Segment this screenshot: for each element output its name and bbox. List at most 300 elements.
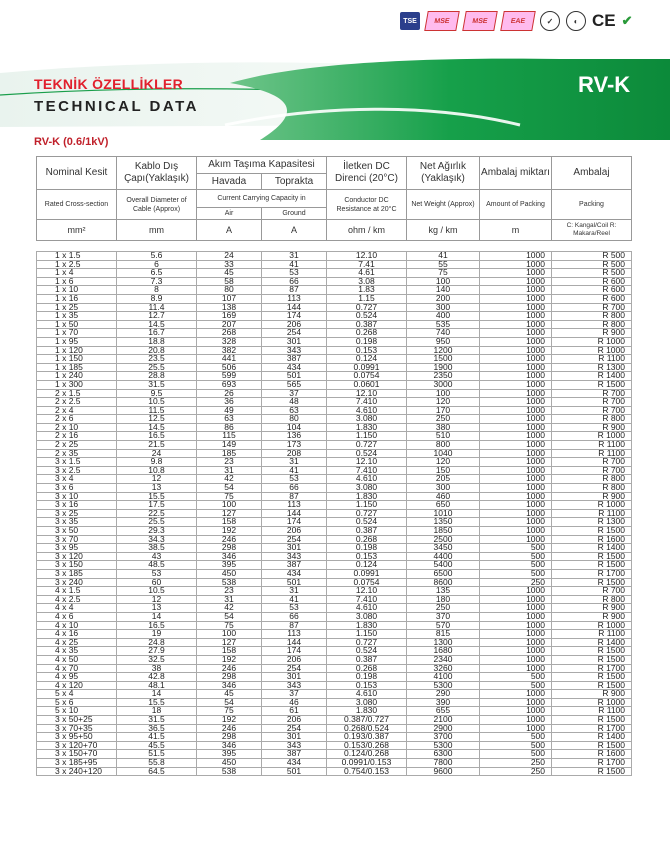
table-cell: R 900 (552, 690, 632, 699)
table-cell: 510 (407, 432, 480, 441)
table-cell: R 1500 (552, 741, 632, 750)
table-cell: 740 (407, 329, 480, 338)
table-cell: 1000 (480, 355, 552, 364)
table-cell: R 900 (552, 612, 632, 621)
table-cell: 200 (407, 294, 480, 303)
table-cell: 7.410 (327, 466, 407, 475)
table-cell: 41.5 (117, 733, 197, 742)
table-cell: 565 (262, 380, 327, 389)
table-cell: 45 (197, 690, 262, 699)
table-cell: 0.198 (327, 337, 407, 346)
table-cell: 460 (407, 492, 480, 501)
table-cell: 395 (197, 750, 262, 759)
table-cell: 1000 (480, 260, 552, 269)
table-cell: 140 (407, 286, 480, 295)
table-cell: 4.610 (327, 475, 407, 484)
table-cell: 13 (117, 604, 197, 613)
table-cell: 45.5 (117, 741, 197, 750)
table-cell: 24 (197, 252, 262, 261)
table-cell: 21.5 (117, 441, 197, 450)
table-cell: 1000 (480, 587, 552, 596)
table-cell: 0.754/0.153 (327, 767, 407, 776)
table-cell: 1000 (480, 509, 552, 518)
table-cell: 46 (262, 698, 327, 707)
table-cell: 301 (262, 337, 327, 346)
table-cell: 174 (262, 518, 327, 527)
table-cell: 2 x 16 (37, 432, 117, 441)
table-cell: 12.7 (117, 312, 197, 321)
table-cell: 0.387 (327, 655, 407, 664)
header-havada: Havada (197, 174, 262, 190)
table-cell: 33 (197, 260, 262, 269)
table-cell: 7800 (407, 759, 480, 768)
ce-mark-icon: CE (592, 11, 616, 30)
table-cell: 60 (117, 578, 197, 587)
table-cell: 150 (407, 466, 480, 475)
table-cell: R 1500 (552, 716, 632, 725)
table-cell: 395 (197, 561, 262, 570)
table-cell: 16.7 (117, 329, 197, 338)
table-cell: 1000 (480, 380, 552, 389)
table-cell: 31.5 (117, 716, 197, 725)
table-cell: 31 (197, 595, 262, 604)
table-cell: 650 (407, 501, 480, 510)
table-cell: 58 (197, 277, 262, 286)
table-cell: 53 (262, 475, 327, 484)
table-cell: 1000 (480, 406, 552, 415)
table-cell: 170 (407, 406, 480, 415)
table-cell: 500 (480, 681, 552, 690)
header-iletken-dc: İletken DC Direnci (20°C) (327, 157, 407, 190)
table-cell: 0.727 (327, 509, 407, 518)
table-cell: 3000 (407, 380, 480, 389)
table-cell: 192 (197, 716, 262, 725)
table-cell: 3 x 95+50 (37, 733, 117, 742)
table-cell: 138 (197, 303, 262, 312)
tse-logo-icon: TSE (400, 12, 420, 30)
unit-a-air: A (197, 220, 262, 241)
table-cell: 1.830 (327, 423, 407, 432)
table-cell: 250 (480, 767, 552, 776)
eae-logo-icon: EAE (500, 11, 536, 31)
table-cell: 63 (262, 406, 327, 415)
header-ground: Ground (262, 208, 327, 220)
table-cell: 75 (197, 492, 262, 501)
table-cell: 23 (197, 458, 262, 467)
table-cell: 3 x 95 (37, 544, 117, 553)
unit-mm: mm (117, 220, 197, 241)
table-cell: 5300 (407, 681, 480, 690)
table-cell: 25.5 (117, 518, 197, 527)
table-cell: 1000 (480, 492, 552, 501)
table-cell: 3 x 2.5 (37, 466, 117, 475)
table-cell: 66 (262, 484, 327, 493)
table-cell: 1 x 25 (37, 303, 117, 312)
table-cell: 343 (262, 552, 327, 561)
table-cell: 1000 (480, 630, 552, 639)
table-cell: 2 x 2.5 (37, 398, 117, 407)
table-cell: 113 (262, 630, 327, 639)
header-ambalaj-miktari: Ambalaj miktarı (480, 157, 552, 190)
table-cell: 4 x 1.5 (37, 587, 117, 596)
table-cell: 12.10 (327, 389, 407, 398)
table-cell: 49 (197, 406, 262, 415)
table-cell: 390 (407, 698, 480, 707)
table-cell: 246 (197, 535, 262, 544)
table-cell: 8 (117, 286, 197, 295)
table-cell: 3 x 185+95 (37, 759, 117, 768)
table-cell: R 600 (552, 277, 632, 286)
table-cell: 14.5 (117, 320, 197, 329)
table-cell: 53 (262, 604, 327, 613)
table-cell: 1 x 10 (37, 286, 117, 295)
table-cell: 12.10 (327, 252, 407, 261)
table-cell: 100 (197, 630, 262, 639)
table-cell: R 700 (552, 398, 632, 407)
table-cell: 104 (262, 423, 327, 432)
table-cell: 48 (262, 398, 327, 407)
table-cell: 28.8 (117, 372, 197, 381)
table-cell: 173 (262, 441, 327, 450)
table-cell: R 1600 (552, 535, 632, 544)
table-cell: 2 x 1.5 (37, 389, 117, 398)
table-cell: 599 (197, 372, 262, 381)
table-cell: 115 (197, 432, 262, 441)
table-cell: 144 (262, 509, 327, 518)
table-cell: 25.5 (117, 363, 197, 372)
table-cell: 1000 (480, 716, 552, 725)
table-cell: 3 x 120 (37, 552, 117, 561)
table-cell: 192 (197, 527, 262, 536)
table-cell: 1 x 2.5 (37, 260, 117, 269)
table-cell: 3260 (407, 664, 480, 673)
table-cell: 1000 (480, 312, 552, 321)
table-cell: 1850 (407, 527, 480, 536)
table-cell: 54 (197, 612, 262, 621)
table-cell: R 500 (552, 260, 632, 269)
packing-note: C: Kangal/Coil R: Makara/Reel (552, 220, 632, 241)
header-net-agirlik: Net Ağırlık (Yaklaşık) (407, 157, 480, 190)
table-cell: 0.524 (327, 449, 407, 458)
table-cell: 17.5 (117, 501, 197, 510)
vde-logo-icon: ◐ (566, 11, 586, 31)
table-cell: 0.0601 (327, 380, 407, 389)
table-cell: 254 (262, 535, 327, 544)
table-cell: 0.268 (327, 329, 407, 338)
table-cell: 1000 (480, 269, 552, 278)
table-cell: 343 (262, 346, 327, 355)
table-cell: 80 (197, 286, 262, 295)
table-cell: 1000 (480, 621, 552, 630)
table-cell: 500 (480, 561, 552, 570)
table-cell: 301 (262, 544, 327, 553)
table-cell: 87 (262, 621, 327, 630)
table-cell: 246 (197, 664, 262, 673)
table-cell: 14 (117, 690, 197, 699)
table-cell: R 1100 (552, 509, 632, 518)
table-cell: 10.5 (117, 398, 197, 407)
table-cell: 4 x 4 (37, 604, 117, 613)
table-cell: 4100 (407, 673, 480, 682)
unit-kg-km: kg / km (407, 220, 480, 241)
table-cell: 27.9 (117, 647, 197, 656)
table-cell: 3 x 25 (37, 509, 117, 518)
table-cell: 0.124/0.268 (327, 750, 407, 759)
table-cell: 500 (480, 741, 552, 750)
table-cell: 1000 (480, 638, 552, 647)
table-cell: 1000 (480, 501, 552, 510)
table-cell: 346 (197, 741, 262, 750)
table-cell: 100 (407, 277, 480, 286)
table-cell: 1000 (480, 329, 552, 338)
table-cell: R 1500 (552, 673, 632, 682)
table-cell: R 1500 (552, 578, 632, 587)
table-cell: 1.150 (327, 501, 407, 510)
table-cell: 0.198 (327, 544, 407, 553)
table-cell: R 1700 (552, 759, 632, 768)
table-cell: 3 x 150+70 (37, 750, 117, 759)
table-cell: 1000 (480, 466, 552, 475)
table-cell: 55 (407, 260, 480, 269)
table-cell: 0.268/0.524 (327, 724, 407, 733)
table-cell: 2340 (407, 655, 480, 664)
table-cell: R 1100 (552, 630, 632, 639)
table-cell: 4400 (407, 552, 480, 561)
table-cell: 0.153 (327, 552, 407, 561)
table-cell: 3 x 16 (37, 501, 117, 510)
table-cell: 1000 (480, 698, 552, 707)
mse-logo-icon: MSE (424, 11, 460, 31)
table-cell: 0.153 (327, 346, 407, 355)
table-cell: R 1400 (552, 372, 632, 381)
table-cell: 1000 (480, 518, 552, 527)
table-cell: 1000 (480, 449, 552, 458)
table-cell: 16.5 (117, 432, 197, 441)
table-cell: 4.610 (327, 406, 407, 415)
table-cell: 1000 (480, 294, 552, 303)
table-cell: 5.6 (117, 252, 197, 261)
table-cell: 1000 (480, 458, 552, 467)
table-cell: R 800 (552, 312, 632, 321)
table-cell: R 600 (552, 286, 632, 295)
table-cell: R 1100 (552, 355, 632, 364)
table-cell: 53 (117, 569, 197, 578)
table-cell: 434 (262, 363, 327, 372)
table-cell: 14.5 (117, 423, 197, 432)
table-cell: 9.5 (117, 389, 197, 398)
table-cell: R 1700 (552, 664, 632, 673)
table-cell: 380 (407, 423, 480, 432)
table-cell: 1000 (480, 535, 552, 544)
table-cell: 107 (197, 294, 262, 303)
table-cell: 1500 (407, 355, 480, 364)
table-cell: 4 x 70 (37, 664, 117, 673)
table-cell: R 1000 (552, 346, 632, 355)
table-cell: 31 (262, 458, 327, 467)
table-cell: 6.5 (117, 269, 197, 278)
table-cell: 42.8 (117, 673, 197, 682)
table-cell: 22.5 (117, 509, 197, 518)
table-cell: R 1500 (552, 552, 632, 561)
page-title-en: TECHNICAL DATA (34, 98, 199, 115)
table-cell: 1.83 (327, 286, 407, 295)
table-cell: 37 (262, 690, 327, 699)
table-cell: 12.10 (327, 458, 407, 467)
table-cell: 31 (262, 252, 327, 261)
table-cell: 75 (407, 269, 480, 278)
table-cell: 3 x 240+120 (37, 767, 117, 776)
table-cell: R 1500 (552, 561, 632, 570)
table-cell: 301 (262, 733, 327, 742)
table-cell: 246 (197, 724, 262, 733)
table-cell: 254 (262, 724, 327, 733)
table-cell: 1 x 50 (37, 320, 117, 329)
table-cell: 5300 (407, 741, 480, 750)
table-cell: 19 (117, 630, 197, 639)
table-cell: 51.5 (117, 750, 197, 759)
table-cell: 100 (407, 389, 480, 398)
product-subtitle: RV-K (0.6/1kV) (34, 136, 109, 148)
table-cell: 1680 (407, 647, 480, 656)
table-cell: 41 (262, 260, 327, 269)
table-cell: 144 (262, 303, 327, 312)
table-cell: R 1400 (552, 733, 632, 742)
table-cell: 206 (262, 655, 327, 664)
table-cell: 1200 (407, 346, 480, 355)
table-cell: R 1500 (552, 380, 632, 389)
table-cell: 370 (407, 612, 480, 621)
table-cell: 1010 (407, 509, 480, 518)
table-cell: 1000 (480, 432, 552, 441)
table-cell: 5 x 4 (37, 690, 117, 699)
table-cell: 4 x 2.5 (37, 595, 117, 604)
table-cell: 10.8 (117, 466, 197, 475)
table-cell: 38.5 (117, 544, 197, 553)
table-cell: 1000 (480, 303, 552, 312)
table-cell: 1000 (480, 415, 552, 424)
table-cell: 387 (262, 561, 327, 570)
table-cell: 1000 (480, 604, 552, 613)
table-cell: R 700 (552, 458, 632, 467)
table-cell: 2 x 10 (37, 423, 117, 432)
table-cell: 0.387 (327, 527, 407, 536)
table-cell: 0.0991 (327, 363, 407, 372)
table-cell: 3 x 70+35 (37, 724, 117, 733)
page-title-tr: TEKNİK ÖZELLİKLER (34, 76, 183, 92)
table-cell: 3 x 10 (37, 492, 117, 501)
table-cell: 12 (117, 595, 197, 604)
table-cell: 0.0754 (327, 372, 407, 381)
table-cell: R 1500 (552, 647, 632, 656)
table-cell: R 1000 (552, 432, 632, 441)
table-cell: 1000 (480, 527, 552, 536)
header-air: Air (197, 208, 262, 220)
table-cell: 343 (262, 741, 327, 750)
table-cell: 36.5 (117, 724, 197, 733)
table-cell: 0.387 (327, 320, 407, 329)
table-cell: 346 (197, 681, 262, 690)
table-cell: R 1500 (552, 527, 632, 536)
table-cell: 3 x 50+25 (37, 716, 117, 725)
table-cell: 1300 (407, 638, 480, 647)
table-cell: 1000 (480, 595, 552, 604)
table-cell: 250 (407, 415, 480, 424)
table-cell: 11.4 (117, 303, 197, 312)
table-cell: 434 (262, 569, 327, 578)
table-cell: 12.10 (327, 587, 407, 596)
table-cell: 300 (407, 484, 480, 493)
table-cell: 1000 (480, 277, 552, 286)
table-cell: 0.727 (327, 303, 407, 312)
table-cell: 1 x 6 (37, 277, 117, 286)
table-cell: 268 (197, 329, 262, 338)
table-cell: 1000 (480, 707, 552, 716)
table-cell: 0.124 (327, 561, 407, 570)
header-amount-packing: Amount of Packing (480, 190, 552, 220)
table-cell: 2 x 6 (37, 415, 117, 424)
table-cell: 53 (262, 269, 327, 278)
table-cell: 450 (197, 759, 262, 768)
table-cell: 1.150 (327, 432, 407, 441)
table-cell: 158 (197, 518, 262, 527)
table-cell: 42 (197, 604, 262, 613)
header-conductor-resistance: Conductor DC Resistance at 20°C (327, 190, 407, 220)
table-cell: 206 (262, 716, 327, 725)
table-cell: R 900 (552, 492, 632, 501)
table-cell: 3 x 1.5 (37, 458, 117, 467)
table-cell: 42 (197, 475, 262, 484)
table-row (37, 767, 632, 776)
table-cell: 4 x 6 (37, 612, 117, 621)
table-cell: 11.5 (117, 406, 197, 415)
table-cell: R 1100 (552, 441, 632, 450)
table-cell: 4 x 50 (37, 655, 117, 664)
table-cell: 206 (262, 320, 327, 329)
table-cell: 2 x 4 (37, 406, 117, 415)
table-cell: 75 (197, 621, 262, 630)
table-cell: 0.727 (327, 441, 407, 450)
table-cell: 7.3 (117, 277, 197, 286)
table-cell: 37 (262, 389, 327, 398)
table-cell: R 600 (552, 294, 632, 303)
header-overall-diameter: Overall Diameter of Cable (Approx) (117, 190, 197, 220)
rohs-check-icon: ✔ (621, 13, 633, 28)
table-cell: 538 (197, 767, 262, 776)
table-cell: 1 x 120 (37, 346, 117, 355)
table-cell: R 1100 (552, 707, 632, 716)
table-cell: 207 (197, 320, 262, 329)
table-cell: 26 (197, 389, 262, 398)
table-cell: 500 (480, 569, 552, 578)
table-cell: 3 x 4 (37, 475, 117, 484)
header-packing: Packing (552, 190, 632, 220)
table-cell: 1000 (480, 398, 552, 407)
table-cell: 3 x 70 (37, 535, 117, 544)
table-cell: 87 (262, 492, 327, 501)
table-cell: 1 x 16 (37, 294, 117, 303)
table-cell: 3.080 (327, 415, 407, 424)
table-cell: 6 (117, 260, 197, 269)
table-cell: 4 x 16 (37, 630, 117, 639)
table-cell: 36 (197, 398, 262, 407)
table-cell: 3 x 240 (37, 578, 117, 587)
table-cell: 0.0991/0.153 (327, 759, 407, 768)
table-cell: 1000 (480, 475, 552, 484)
table-cell: 9600 (407, 767, 480, 776)
table-cell: 3 x 150 (37, 561, 117, 570)
table-cell: 16.5 (117, 621, 197, 630)
table-cell: 4 x 95 (37, 673, 117, 682)
